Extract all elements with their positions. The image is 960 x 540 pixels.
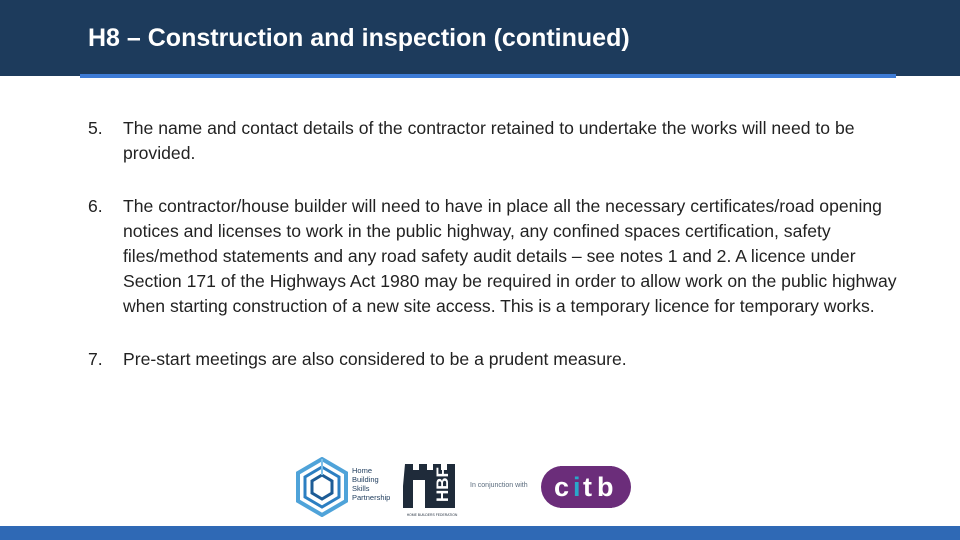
slide-title: H8 – Construction and inspection (continued)	[88, 24, 630, 52]
citb-logo	[540, 465, 632, 509]
hbsp-line: Home	[352, 466, 373, 475]
slide-header	[0, 0, 960, 76]
hbf-letters: HBF	[433, 467, 452, 502]
hbf-caption: HOME BUILDERS FEDERATION	[406, 513, 458, 517]
header-rule	[80, 74, 896, 78]
list-item-text: The contractor/house builder will need to have in place all the necessary certificates/road opening notices and licenses to work in the public highway, any confined spaces certification, safety files/method statements and any road safety audit details – see notes 1 and 2. A licence under Section 171 of the Highways Act 1980 may be required in order to allow work on the public highway when starting construction of a new site access. This is a temporary licence for temporary works.	[123, 196, 897, 316]
hbf-castle-logo	[403, 458, 461, 518]
hbsp-line: Building	[352, 475, 379, 484]
footer-bar	[0, 526, 960, 540]
hbsp-line: Partnership	[352, 493, 391, 502]
partner-logos	[290, 455, 635, 521]
list-item-text: Pre-start meetings are also considered to be a prudent measure.	[123, 349, 627, 369]
list-item-number: 7.	[88, 349, 103, 369]
list-item	[88, 347, 908, 372]
conjunction-text: In conjunction with	[470, 482, 528, 489]
citb-letter: t	[583, 472, 592, 502]
citb-letter: c	[554, 472, 570, 502]
list-item	[88, 194, 908, 319]
list-item-number: 6.	[88, 196, 103, 216]
hbsp-line: Skills	[352, 484, 370, 493]
citb-letter: b	[597, 472, 614, 502]
hbsp-hexagon-logo	[294, 457, 350, 517]
list-item-text: The name and contact details of the contractor retained to undertake the works will need to be provided.	[123, 118, 855, 163]
numbered-list	[88, 116, 908, 372]
citb-letter: i	[573, 472, 581, 502]
list-item-number: 5.	[88, 118, 103, 138]
list-item	[88, 116, 908, 166]
